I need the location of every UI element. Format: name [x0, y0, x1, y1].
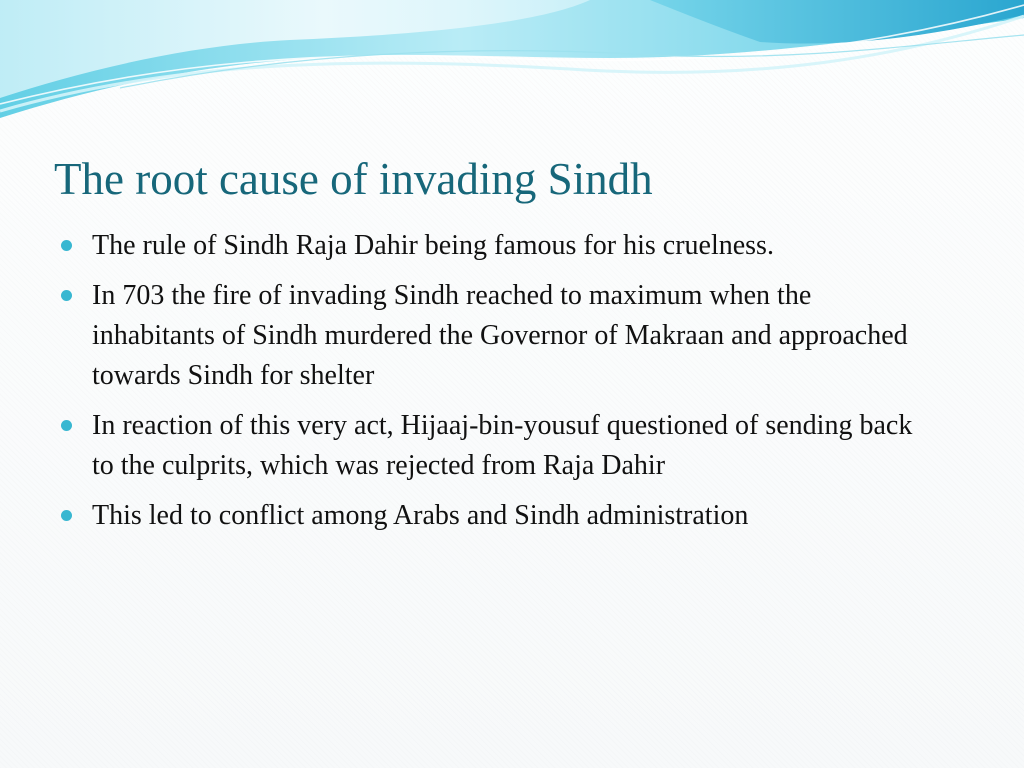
bullet-text: This led to conflict among Arabs and Sindh administration [92, 500, 749, 531]
bullet-point-icon [61, 240, 72, 251]
bullet-item [60, 496, 940, 536]
bullet-point-icon [61, 510, 72, 521]
wave-header-decoration [0, 0, 1024, 120]
slide-title: The root cause of invading Sindh [54, 154, 653, 204]
bullet-list [60, 226, 940, 546]
bullet-text: In reaction of this very act, Hijaaj-bin-yousuf questioned of sending back to the culprits, which was rejected from Raja Dahir [92, 410, 913, 481]
bullet-item [60, 276, 940, 396]
bullet-text: The rule of Sindh Raja Dahir being famous for his cruelness. [92, 230, 774, 261]
bullet-point-icon [61, 420, 72, 431]
bullet-item [60, 226, 940, 266]
bullet-point-icon [61, 290, 72, 301]
bullet-text: In 703 the fire of invading Sindh reached to maximum when the inhabitants of Sindh murdered the Governor of Makraan and approached towards Sindh for shelter [92, 280, 908, 391]
bullet-item [60, 406, 940, 486]
